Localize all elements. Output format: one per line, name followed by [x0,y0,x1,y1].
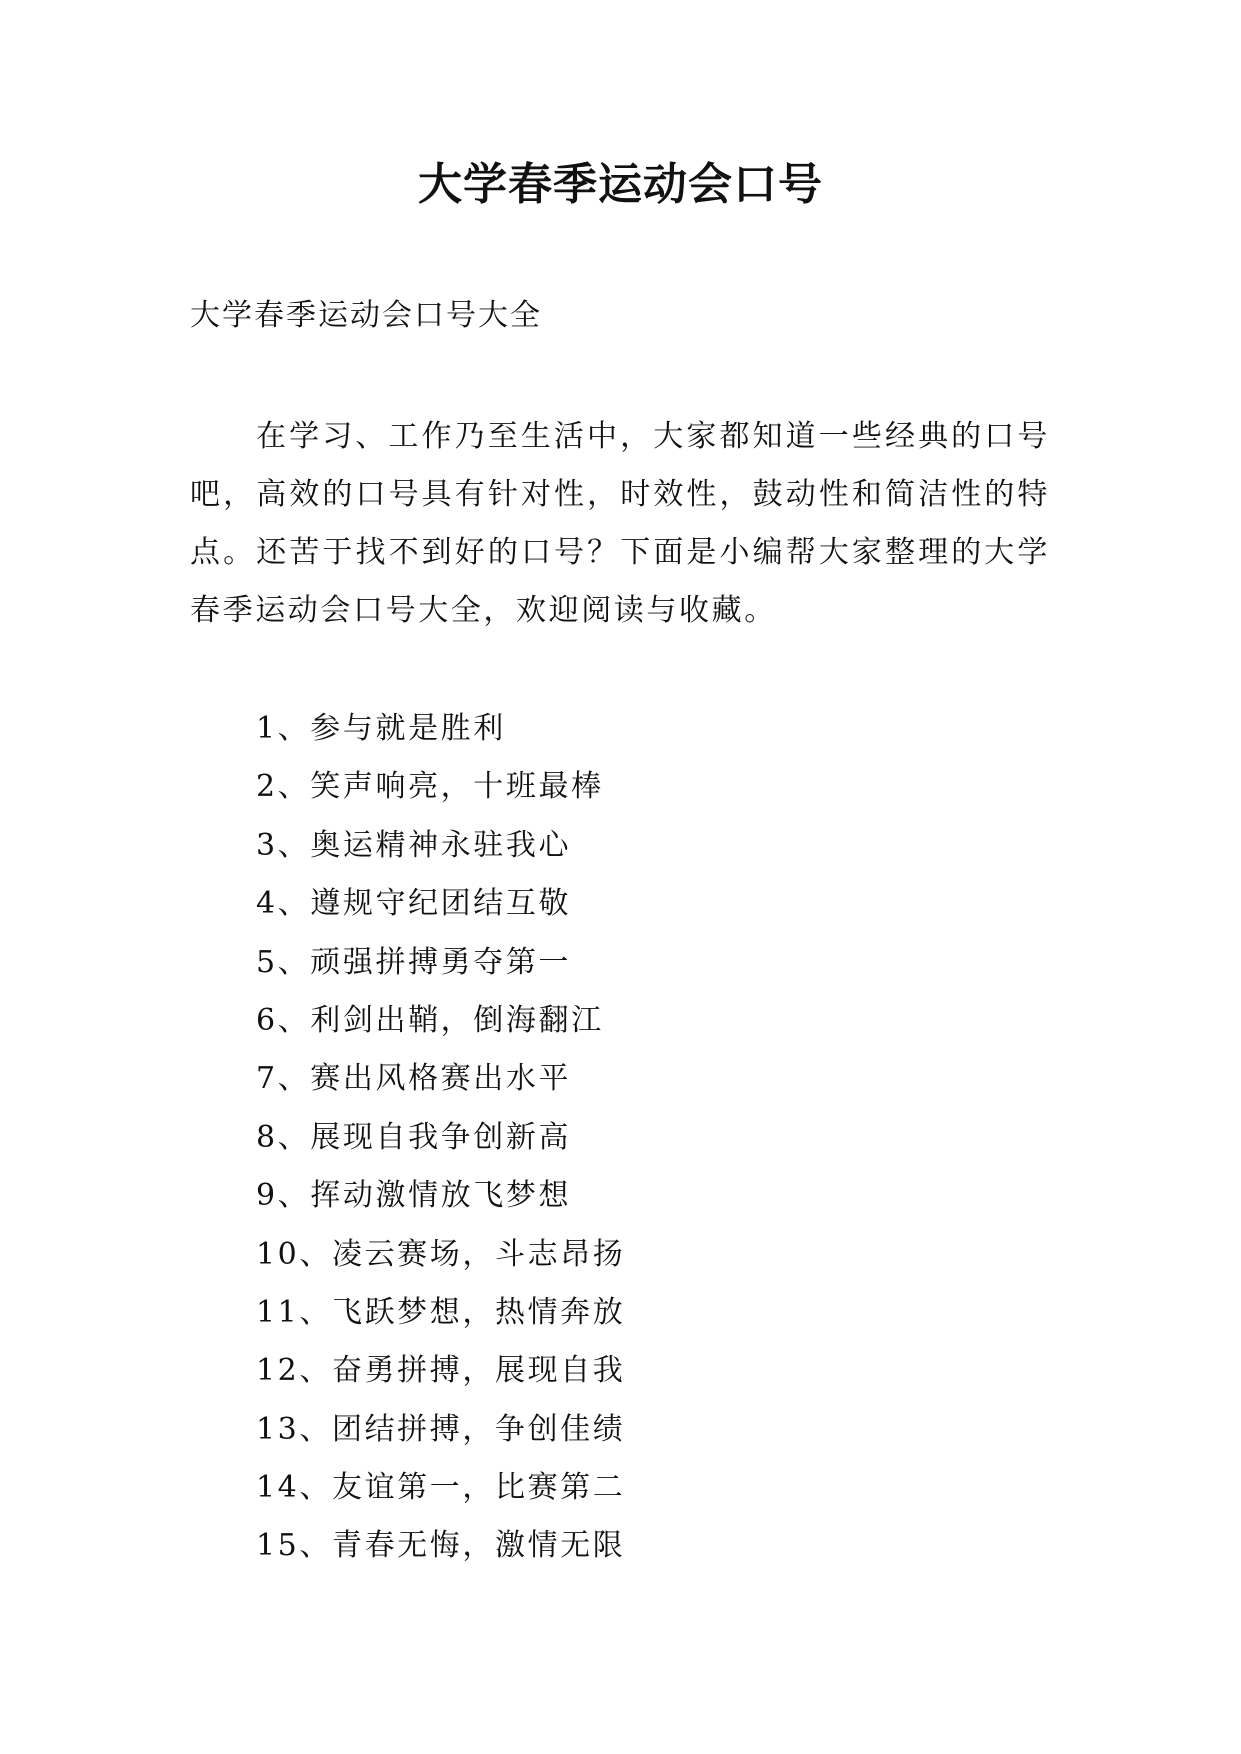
slogan-item: 7、赛出风格赛出水平 [256,1061,572,1097]
document-subtitle: 大学春季运动会口号大全 [190,298,542,333]
slogan-item: 11、飞跃梦想，热情奔放 [256,1294,626,1330]
slogan-item: 12、奋勇拼搏，展现自我 [256,1353,626,1389]
slogan-item: 6、利剑出鞘，倒海翻江 [256,1002,604,1038]
intro-paragraph: 在学习、工作乃至生活中，大家都知道一些经典的口号吧，高效的口号具有针对性，时效性，鼓动性和简洁性的特点。还苦于找不到好的口号？下面是小编帮大家整理的大学春季运动会口号大全，欢迎阅读与收藏。 [190,419,1050,628]
slogan-item: 10、凌云赛场，斗志昂扬 [256,1236,626,1272]
slogan-list [256,700,625,1576]
slogan-item: 13、团结拼搏，争创佳绩 [256,1411,626,1447]
slogan-item: 15、青春无悔，激情无限 [256,1528,626,1564]
slogan-item: 3、奥运精神永驻我心 [256,827,572,863]
slogan-item: 9、挥动激情放飞梦想 [256,1178,572,1214]
slogan-item: 4、遵规守纪团结互敬 [256,886,572,922]
slogan-item: 8、展现自我争创新高 [256,1119,572,1155]
slogan-item: 2、笑声响亮，十班最棒 [256,769,604,805]
slogan-item: 14、友谊第一，比赛第二 [256,1470,626,1506]
document-title: 大学春季运动会口号 [418,159,823,210]
slogan-item: 5、顽强拼搏勇夺第一 [256,944,572,980]
slogan-item: 1、参与就是胜利 [256,711,506,746]
